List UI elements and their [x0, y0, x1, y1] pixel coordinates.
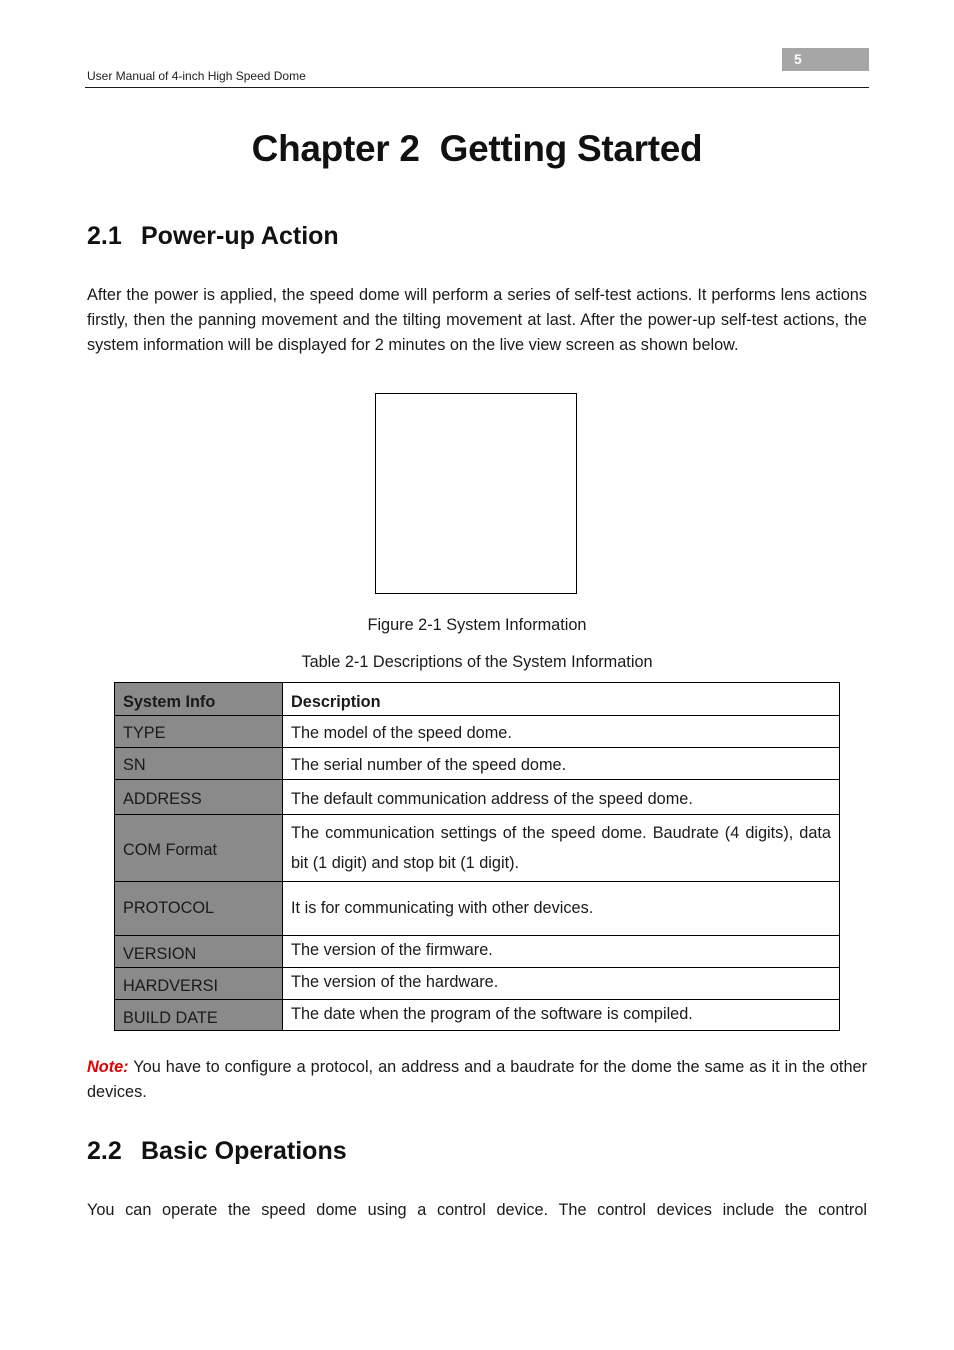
table-header-row — [115, 683, 840, 716]
running-header: User Manual of 4-inch High Speed Dome — [87, 69, 306, 83]
page-number-badge: 5 — [782, 48, 869, 71]
row-info: TYPE — [115, 716, 283, 748]
row-desc: The communication settings of the speed dome. Baudrate (4 digits), data bit (1 digit) and stop bit (1 digit). — [283, 815, 840, 882]
row-desc: The model of the speed dome. — [283, 716, 840, 748]
note-paragraph — [87, 1055, 867, 1105]
section-heading-basic-operations — [87, 1137, 347, 1166]
chapter-title: Chapter 2 Getting Started — [251, 128, 703, 169]
row-desc: The date when the program of the software is compiled. — [283, 1000, 840, 1031]
power-up-paragraph: After the power is applied, the speed dome will perform a series of self-test actions. It performs lens actions firstly, then the panning movement and the tilting movement at last. After the power-up self-test actions, the system information will be displayed for 2 minutes on the live view screen as shown below. — [87, 286, 867, 354]
row-info: HARDVERSI — [115, 968, 283, 1000]
table-row — [115, 882, 840, 936]
table-row — [115, 780, 840, 815]
row-desc: The version of the hardware. — [283, 968, 840, 1000]
section-title: Basic Operations — [141, 1137, 347, 1165]
row-info: COM Format — [115, 815, 283, 882]
row-desc: The default communication address of the speed dome. — [283, 780, 840, 815]
note-label: Note: — [87, 1058, 129, 1076]
table-row — [115, 748, 840, 780]
row-info: PROTOCOL — [115, 882, 283, 936]
row-info: BUILD DATE — [115, 1000, 283, 1031]
header-description: Description — [283, 683, 840, 716]
row-info: VERSION — [115, 936, 283, 968]
table-row — [115, 716, 840, 748]
table-row — [115, 968, 840, 1000]
table-row — [115, 1000, 840, 1031]
system-info-table — [114, 682, 840, 1031]
header-divider — [85, 87, 869, 88]
section-heading-power-up — [87, 222, 339, 251]
table-caption: Table 2-1 Descriptions of the System Information — [301, 653, 653, 671]
row-info: ADDRESS — [115, 780, 283, 815]
note-text: You have to configure a protocol, an address and a baudrate for the dome the same as it in the other devices. — [87, 1058, 867, 1101]
row-desc: The serial number of the speed dome. — [283, 748, 840, 780]
basic-operations-paragraph: You can operate the speed dome using a control device. The control devices include the control — [87, 1201, 867, 1219]
row-desc: It is for communicating with other devices. — [283, 882, 840, 936]
section-number: 2.2 — [87, 1137, 122, 1165]
table-row — [115, 936, 840, 968]
row-desc: The version of the firmware. — [283, 936, 840, 968]
figure-caption: Figure 2-1 System Information — [367, 616, 587, 634]
section-number: 2.1 — [87, 222, 122, 250]
section-title: Power-up Action — [141, 222, 339, 250]
row-info: SN — [115, 748, 283, 780]
header-system-info: System Info — [115, 683, 283, 716]
system-information-figure — [375, 393, 577, 594]
table-row — [115, 815, 840, 882]
